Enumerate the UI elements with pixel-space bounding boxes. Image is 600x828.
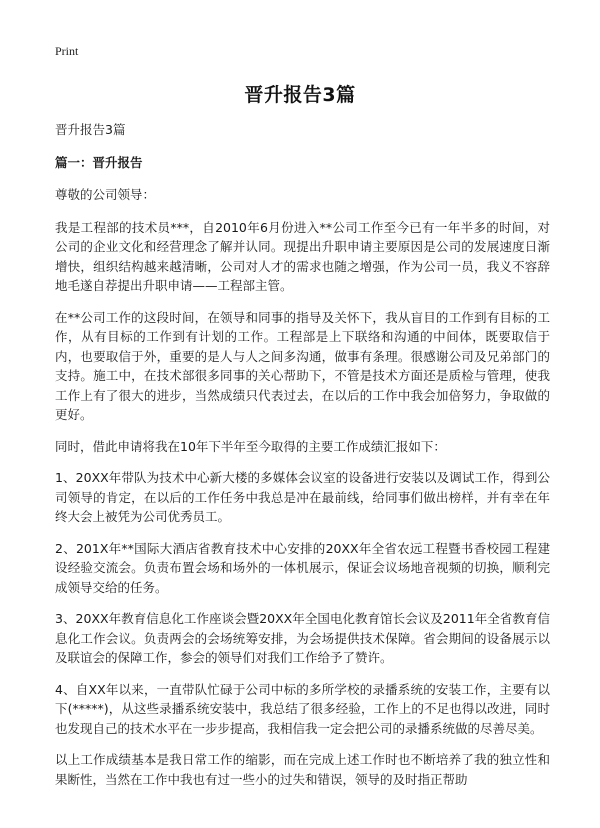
greeting-line: 尊敬的公司领导： [55, 187, 156, 202]
list-item-achievement-3: 3、20XX年教育信息化工作座谈会暨20XX年全国电化教育馆长会议及2011年全省教育信息化工作会议。负责两会的会场统筹安排，为会场提供技术保障。省会期间的设备展示以及联谊会的保障工作，参会的领导们对我们工作给予了赞许。 [55, 611, 550, 665]
paragraph-intro: 我是工程部的技术员***，自2010年6月份进入**公司工作至今已有一年半多的时间，对公司的企业文化和经营理念了解并认同。现提出升职申请主要原因是公司的发展速度日渐增快，组织结构越来越清晰，公司对人才的需求也随之增强，作为公司一员，我义不容辞地毛遂自荐提出升职申请——工程部主管。 [55, 219, 550, 293]
list-item-achievement-4: 4、自XX年以来，一直带队忙碌于公司中标的多所学校的录播系统的安装工作，主要有以下(*****)，从这些录播系统安装中，我总结了很多经验，工作上的不足也得以改进，同时也发现自己的技术水平在一步步提高，我相信我一定会把公司的录播系统做的尽善尽美。 [55, 681, 550, 736]
print-link[interactable]: Print [55, 44, 79, 58]
paragraph-experience: 在**公司工作的这段时间，在领导和同事的指导及关怀下，我从盲目的工作到有目标的工作，从有目标的工作到有计划的工作。工程部是上下联络和沟通的中间体，既要取信于内，也要取信于外，重要的是人与人之间多沟通，做事有条理。很感谢公司及兄弟部门的支持。施工中，在技术部很多同事的关心帮助下，不管是技术方面还是质检与管理，使我工作上有了很大的进步，当然成绩只代表过去，在以后的工作中我会加倍努力，争取做的更好。 [55, 309, 550, 422]
section-heading: 篇一：晋升报告 [55, 154, 143, 170]
paragraph-summary-lead: 同时，借此申请将我在10年下半年至今取得的主要工作成绩汇报如下： [55, 438, 446, 454]
list-item-achievement-1: 1、20XX年带队为技术中心新大楼的多媒体会议室的设备进行安装以及调试工作，得到公司领导的肯定，在以后的工作任务中我总是冲在最前线，给同事们做出榜样，并有幸在年终大会上被凭为公司优秀员工。 [55, 470, 550, 524]
list-item-achievement-2: 2、201X年**国际大酒店省教育技术中心安排的20XX年全省农远工程暨书香校园工程建设经验交流会。负责布置会场和场外的一体机展示，保证会议场地音视频的切换，顺利完成领导交给的任务。 [55, 540, 550, 595]
paragraph-conclusion: 以上工作成绩基本是我日常工作的缩影，而在完成上述工作时也不断培养了我的独立性和果断性，当然在工作中我也有过一些小的过失和错误，领导的及时指正帮助 [55, 752, 550, 787]
document-subtitle: 晋升报告3篇 [55, 122, 126, 137]
document-body [55, 120, 550, 801]
document-title: 晋升报告3篇 [244, 84, 356, 106]
